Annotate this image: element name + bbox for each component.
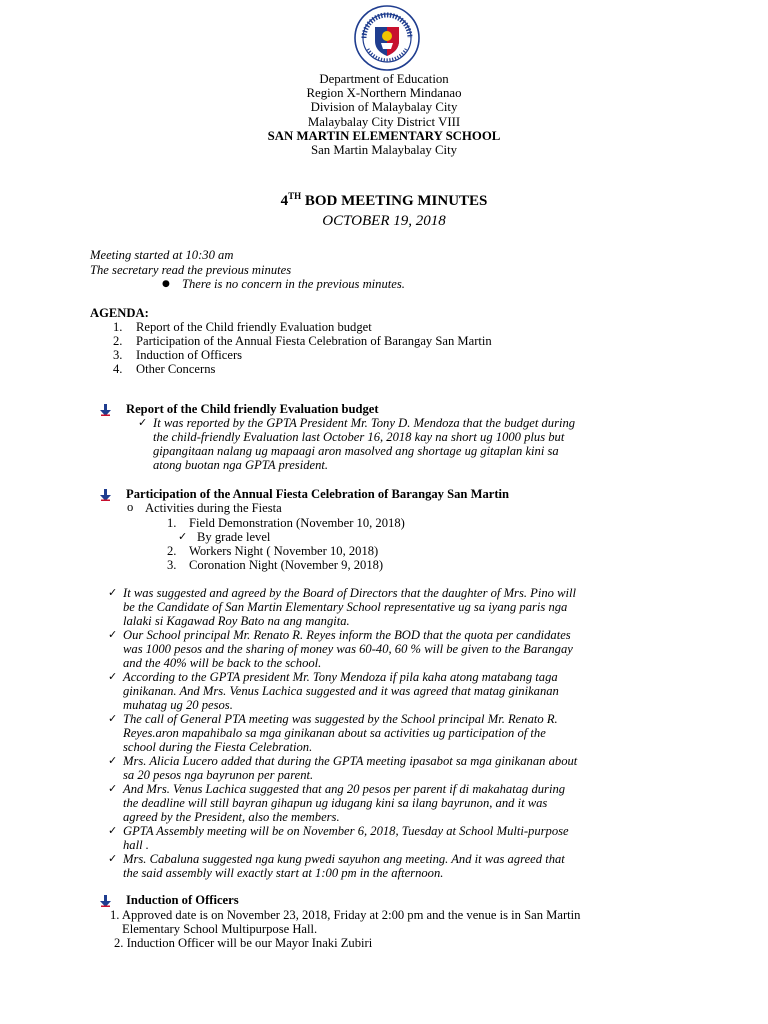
check-icon: ✓ — [108, 824, 118, 837]
circle-bullet-icon: o — [127, 500, 134, 514]
section-heading-budget: Report of the Child friendly Evaluation budget — [126, 402, 379, 416]
activity-number: 1. — [167, 516, 177, 530]
note-line: muhatag ug 20 pesos. — [123, 698, 233, 712]
note-line: Mrs. Cabaluna suggested nga kung pwedi sayuhon ang meeting. And it was agreed that — [123, 852, 565, 866]
letterhead-line: Region X-Northern Mindanao — [306, 86, 462, 101]
letterhead-line: Department of Education — [319, 72, 449, 86]
note-line: It was suggested and agreed by the Board of Directors that the daughter of Mrs. Pino will — [123, 586, 576, 600]
note-line: Our School principal Mr. Renato R. Reyes inform the BOD that the quota per candidates — [123, 628, 571, 642]
note-line: According to the GPTA president Mr. Tony Mendoza if pila kaha atong matabang taga — [123, 670, 558, 684]
school-name: SAN MARTIN ELEMENTARY SCHOOL — [267, 128, 501, 143]
activity-number: 3. — [167, 558, 177, 572]
activity-number: 2. — [167, 544, 177, 558]
check-icon: ✓ — [108, 670, 118, 683]
agenda-number: 1. — [113, 320, 123, 334]
induction-item: 2. Induction Officer will be our Mayor Inaki Zubiri — [114, 936, 373, 950]
induction-item: Elementary School Multipurpose Hall. — [122, 922, 318, 936]
note-line: And Mrs. Venus Lachica suggested that ang 20 pesos per parent if di makahatag during — [123, 782, 566, 796]
letterhead-line: Malaybalay City District VIII — [307, 114, 461, 129]
agenda-heading: AGENDA: — [90, 306, 149, 320]
check-icon: ✓ — [108, 754, 118, 767]
induction-item: 1. Approved date is on November 23, 2018, Friday at 2:00 pm and the venue is in San Martin — [110, 908, 581, 922]
arrow-down-bullet-icon — [99, 489, 112, 501]
title-suffix: TH — [288, 191, 302, 201]
agenda-number: 4. — [113, 362, 123, 376]
activities-heading: Activities during the Fiesta — [145, 501, 282, 515]
intro-bullet: There is no concern in the previous minutes. — [182, 277, 405, 291]
check-icon: ✓ — [108, 782, 118, 795]
report-line: atong buotan nga GPTA president. — [153, 458, 329, 472]
note-line: ginikanan. And Mrs. Venus Lachica suggested and it was agreed that matag ginikanan — [123, 684, 559, 698]
note-line: The call of General PTA meeting was suggested by the School principal Mr. Renato R. — [123, 712, 558, 726]
document-title — [0, 192, 768, 210]
arrow-down-bullet-icon — [99, 404, 112, 416]
activity-item: Coronation Night (November 9, 2018) — [189, 558, 384, 572]
note-line: sa 20 pesos nga bayrunon per parent. — [123, 768, 314, 782]
title-number: 4 — [280, 193, 289, 209]
secretary-note: The secretary read the previous minutes — [90, 263, 292, 277]
activity-item: Workers Night ( November 10, 2018) — [189, 544, 379, 558]
school-address: San Martin Malaybalay City — [310, 143, 458, 158]
arrow-down-bullet-icon — [99, 895, 112, 907]
agenda-item: Participation of the Annual Fiesta Celebration of Barangay San Martin — [136, 334, 492, 348]
note-line: the deadline will still bayran gihapun ug idugang kini sa ilang bayrunon, and it was — [123, 796, 548, 810]
note-line: and the 40% will be back to the school. — [123, 656, 322, 670]
check-icon: ✓ — [108, 712, 118, 725]
note-line: GPTA Assembly meeting will be on November 6, 2018, Tuesday at School Multi-purpose — [123, 824, 569, 838]
report-line: It was reported by the GPTA President Mr. Tony D. Mendoza that the budget during — [153, 416, 576, 430]
title-text: BOD MEETING MINUTES — [301, 193, 488, 209]
meeting-date: OCTOBER 19, 2018 — [322, 213, 446, 229]
agenda-item: Report of the Child friendly Evaluation budget — [136, 320, 372, 334]
check-icon: ✓ — [108, 628, 118, 641]
note-line: Mrs. Alicia Lucero added that during the GPTA meeting ipasabot sa mga ginikanan about — [123, 754, 578, 768]
letterhead — [0, 72, 768, 157]
letterhead-line: Division of Malaybalay City — [310, 100, 458, 115]
check-icon: ✓ — [178, 530, 188, 543]
agenda-number: 3. — [113, 348, 123, 362]
note-line: school during the Fiesta Celebration. — [123, 740, 313, 754]
report-line: gipangitaan nalang ug mapaagi aron masolved ang shortage ug gitaplan kini sa — [153, 444, 559, 458]
section-heading-fiesta: Participation of the Annual Fiesta Celebration of Barangay San Martin — [126, 487, 510, 501]
note-line: Reyes.aron mapahibalo sa mga ginikanan about sa activities ug participation of the — [123, 726, 546, 740]
check-icon: ✓ — [108, 586, 118, 599]
meeting-start: Meeting started at 10:30 am — [90, 248, 234, 262]
agenda-item: Other Concerns — [136, 362, 216, 376]
grade-level-note: By grade level — [197, 530, 271, 544]
activity-item: Field Demonstration (November 10, 2018) — [189, 516, 405, 530]
note-line: was 1000 pesos and the sharing of money was 60-40, 60 % will be given to the Barangay — [123, 642, 573, 656]
note-line: hall . — [123, 838, 149, 852]
agenda-item: Induction of Officers — [136, 348, 243, 362]
note-line: the said assembly will exactly start at 1:00 pm in the afternoon. — [123, 866, 444, 880]
note-line: lalaki si Kagawad Roy Bato na ang mangita. — [123, 614, 350, 628]
section-heading-induction: Induction of Officers — [126, 893, 239, 907]
deped-seal-logo — [354, 5, 420, 71]
bullet-icon: ● — [162, 279, 170, 289]
check-icon: ✓ — [108, 852, 118, 865]
report-line: the child-friendly Evaluation last October 16, 2018 kay na short ug 1000 plus but — [153, 430, 565, 444]
check-icon: ✓ — [138, 416, 148, 429]
note-line: agreed by the President, also the members. — [123, 810, 340, 824]
agenda-number: 2. — [113, 334, 123, 348]
note-line: be the Candidate of San Martin Elementary School representative ug sa iyang paris nga — [123, 600, 568, 614]
